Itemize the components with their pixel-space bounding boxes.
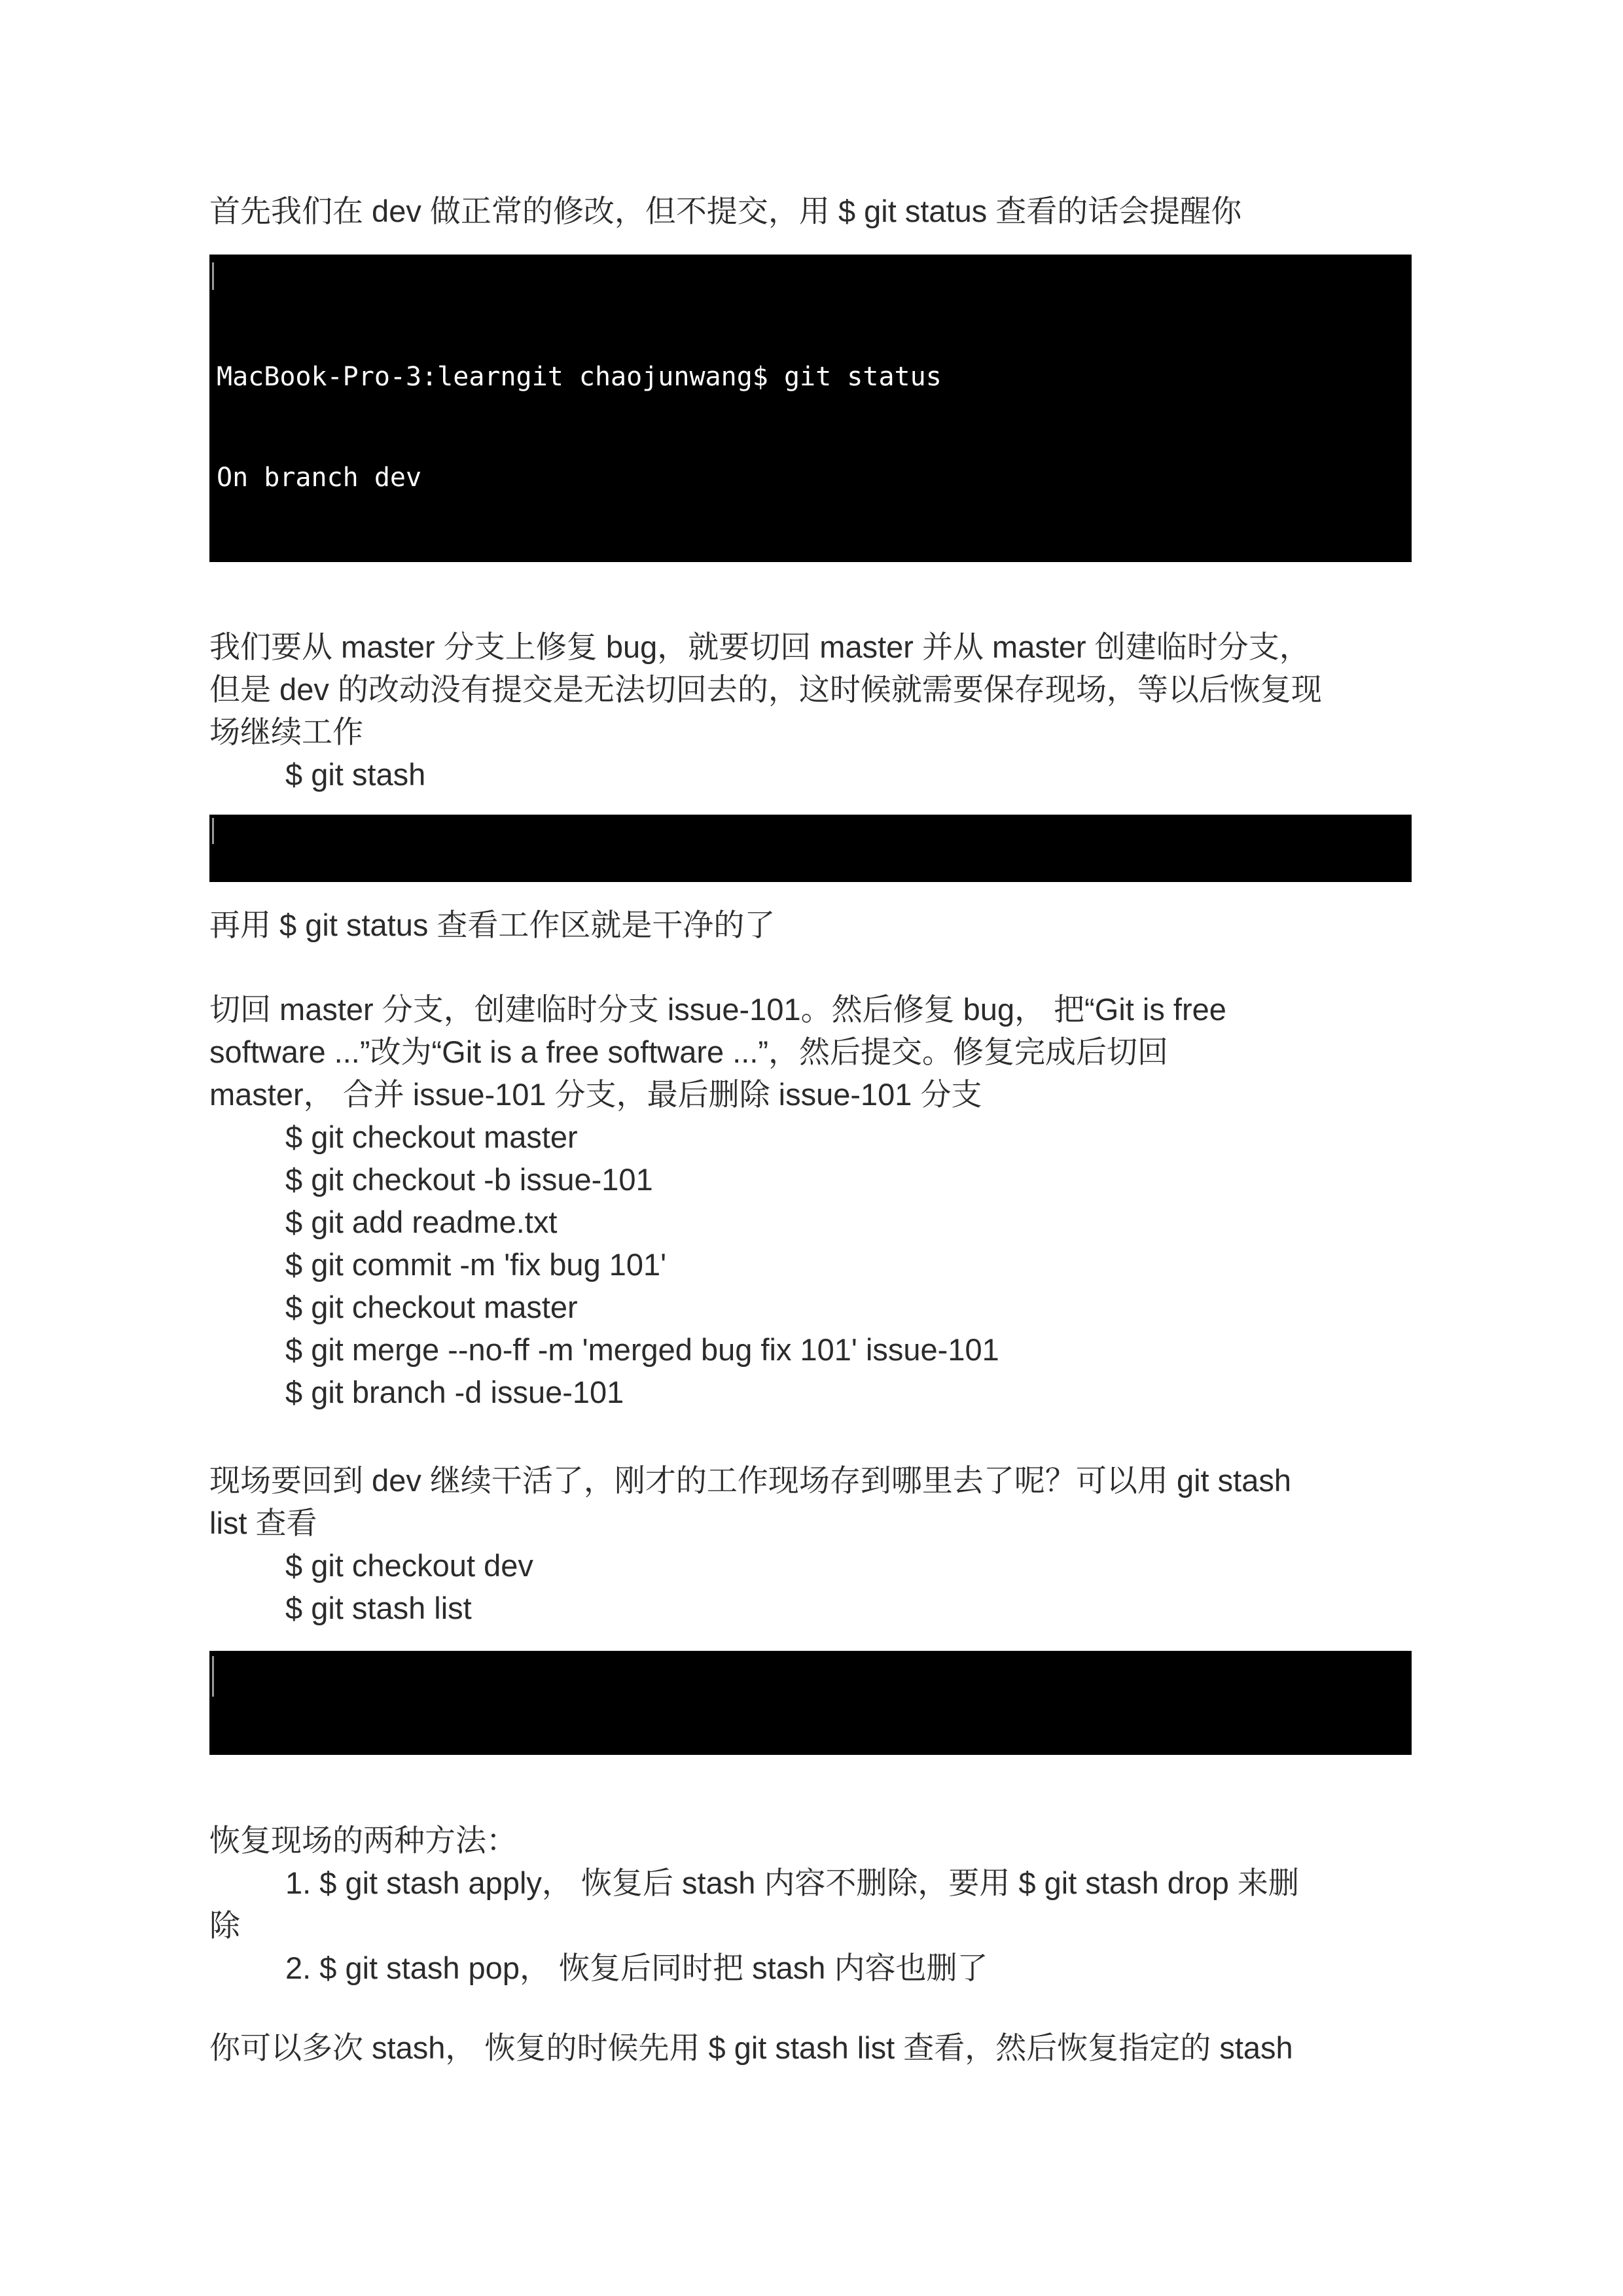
list-item-1: 1. $ git stash apply， 恢复后 stash 内容不删除，要用 $ git stash drop 来删 (285, 1865, 1299, 1900)
paragraph-line: list 查看 (209, 1506, 317, 1540)
command-line: $ git stash list (285, 1591, 472, 1625)
terminal-line: On branch dev (217, 463, 422, 493)
paragraph-line: 现场要回到 dev 继续干活了，刚才的工作现场存到哪里去了呢？可以用 git stash (209, 1463, 1291, 1498)
terminal-line: MacBook-Pro-3:learngit chaojunwang$ git status (217, 362, 942, 393)
command-line: $ git checkout dev (285, 1548, 533, 1583)
command-line: $ git merge --no-ff -m 'merged bug fix 101' issue-101 (285, 1332, 999, 1367)
terminal-cursor-edge (212, 262, 214, 290)
command-line: $ git stash (285, 757, 426, 792)
stash-paragraph (209, 626, 1322, 796)
paragraph-line: 但是 dev 的改动没有提交是无法切回去的，这时候就需要保存现场，等以后恢复现 (209, 672, 1322, 707)
list-item-2: 2. $ git stash pop， 恢复后同时把 stash 内容也删了 (285, 1951, 988, 1985)
list-item-1-continuation: 除 (209, 1908, 240, 1943)
command-line: $ git commit -m 'fix bug 101' (285, 1247, 667, 1282)
command-line: $ git checkout -b issue-101 (285, 1162, 653, 1197)
back-to-dev-paragraph (209, 1459, 1291, 1629)
paragraph-line: 场继续工作 (209, 715, 363, 749)
closing-paragraph (209, 2026, 1293, 2069)
terminal-cursor-edge (212, 818, 214, 844)
command-line: $ git branch -d issue-101 (285, 1375, 624, 1409)
terminal-git-status (209, 255, 1412, 562)
command-line: $ git add readme.txt (285, 1205, 558, 1239)
paragraph-line: software ...”改为“Git is a free software ...”，然后提交。修复完成后切回 (209, 1034, 1169, 1069)
intro-line: 首先我们在 dev 做正常的修改，但不提交，用 $ git status 查看的话会提醒你 (209, 194, 1242, 228)
section-heading: 恢复现场的两种方法： (209, 1823, 517, 1858)
paragraph-line: master， 合并 issue-101 分支，最后删除 issue-101 分支 (209, 1077, 982, 1112)
check-clean-paragraph (209, 904, 775, 946)
terminal-git-stash-list (209, 1651, 1412, 1755)
fix-bug-paragraph (209, 988, 1226, 1413)
intro-paragraph (209, 190, 1241, 232)
command-line: $ git checkout master (285, 1120, 578, 1154)
paragraph-line: 切回 master 分支，创建临时分支 issue-101。然后修复 bug， 把“Git is free (209, 992, 1226, 1027)
paragraph-line: 再用 $ git status 查看工作区就是干净的了 (209, 908, 776, 942)
command-line: $ git checkout master (285, 1290, 578, 1324)
restore-methods-paragraph (209, 1819, 1299, 1989)
paragraph-line: 我们要从 master 分支上修复 bug，就要切回 master 并从 master 创建临时分支， (209, 629, 1310, 664)
paragraph-line: 你可以多次 stash， 恢复的时候先用 $ git stash list 查看，然后恢复指定的 stash (209, 2030, 1293, 2065)
terminal-git-stash (209, 815, 1412, 882)
terminal-cursor-edge (212, 1656, 214, 1697)
